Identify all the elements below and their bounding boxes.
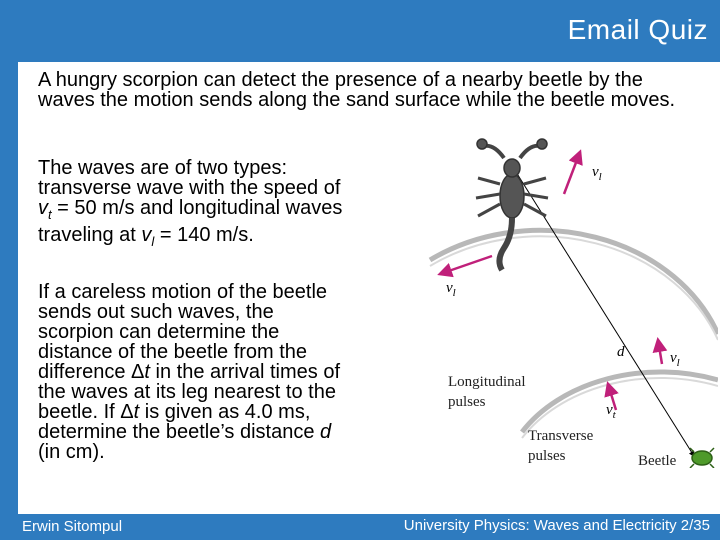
p3-line-4: distance of the beetle from the [38, 341, 308, 363]
longitudinal-label-line2: pulses [448, 394, 486, 410]
beetle-icon [690, 448, 714, 468]
transverse-label-line1: Transverse [528, 428, 594, 444]
p3-line-8: determine the beetle’s distance d [38, 421, 332, 443]
footer-course-page: University Physics: Waves and Electricity 2/35 [403, 517, 710, 534]
beetle-label: Beetle [638, 453, 677, 468]
question-paragraph-1: A hungry scorpion can detect the presence of a nearby beetle by the waves the motion sends along the sand surface while the beetle moves. [38, 69, 676, 111]
p3-line-9: (in cm). [38, 441, 105, 463]
p2-line-1: The waves are of two types: [38, 157, 288, 179]
scorpion-beetle-figure [412, 84, 718, 468]
distance-label: d [617, 344, 625, 360]
question-paragraph-2 [38, 158, 418, 252]
vl-right-label: $v_l$ [670, 350, 680, 369]
vl-left-arrow [440, 256, 492, 274]
question-paragraph-3 [38, 282, 408, 462]
p3-line-1: If a careless motion of the beetle [38, 281, 328, 303]
p3-line-5: difference Δt in the arrival times of [38, 361, 341, 383]
p2-line-2: transverse wave with the speed of [38, 177, 341, 199]
p2-line-3: $v_t = 50$ m/s and longitudinal waves [38, 197, 343, 222]
vt-label: $v_t$ [606, 402, 616, 421]
transverse-label-line2: pulses [528, 448, 566, 464]
vl-right-arrow [658, 340, 662, 364]
vl-top-arrow [564, 152, 580, 194]
p3-line-6: the waves at its leg nearest to the [38, 381, 336, 403]
scorpion-icon [476, 139, 548, 270]
p3-line-2: sends out such waves, the [38, 301, 274, 323]
longitudinal-label-line1: Longitudinal [448, 374, 526, 390]
p3-line-3: scorpion can determine the [38, 321, 280, 343]
vl-top-label: $v_l$ [592, 164, 602, 183]
footer-author: Erwin Sitompul [22, 518, 123, 535]
vl-left-label: $v_l$ [446, 280, 456, 299]
slide-title: Email Quiz [567, 14, 708, 45]
p2-line-4: traveling at $v_l = 140$ m/s. [38, 224, 254, 249]
p3-line-7: beetle. If Δt is given as 4.0 ms, [38, 401, 311, 423]
